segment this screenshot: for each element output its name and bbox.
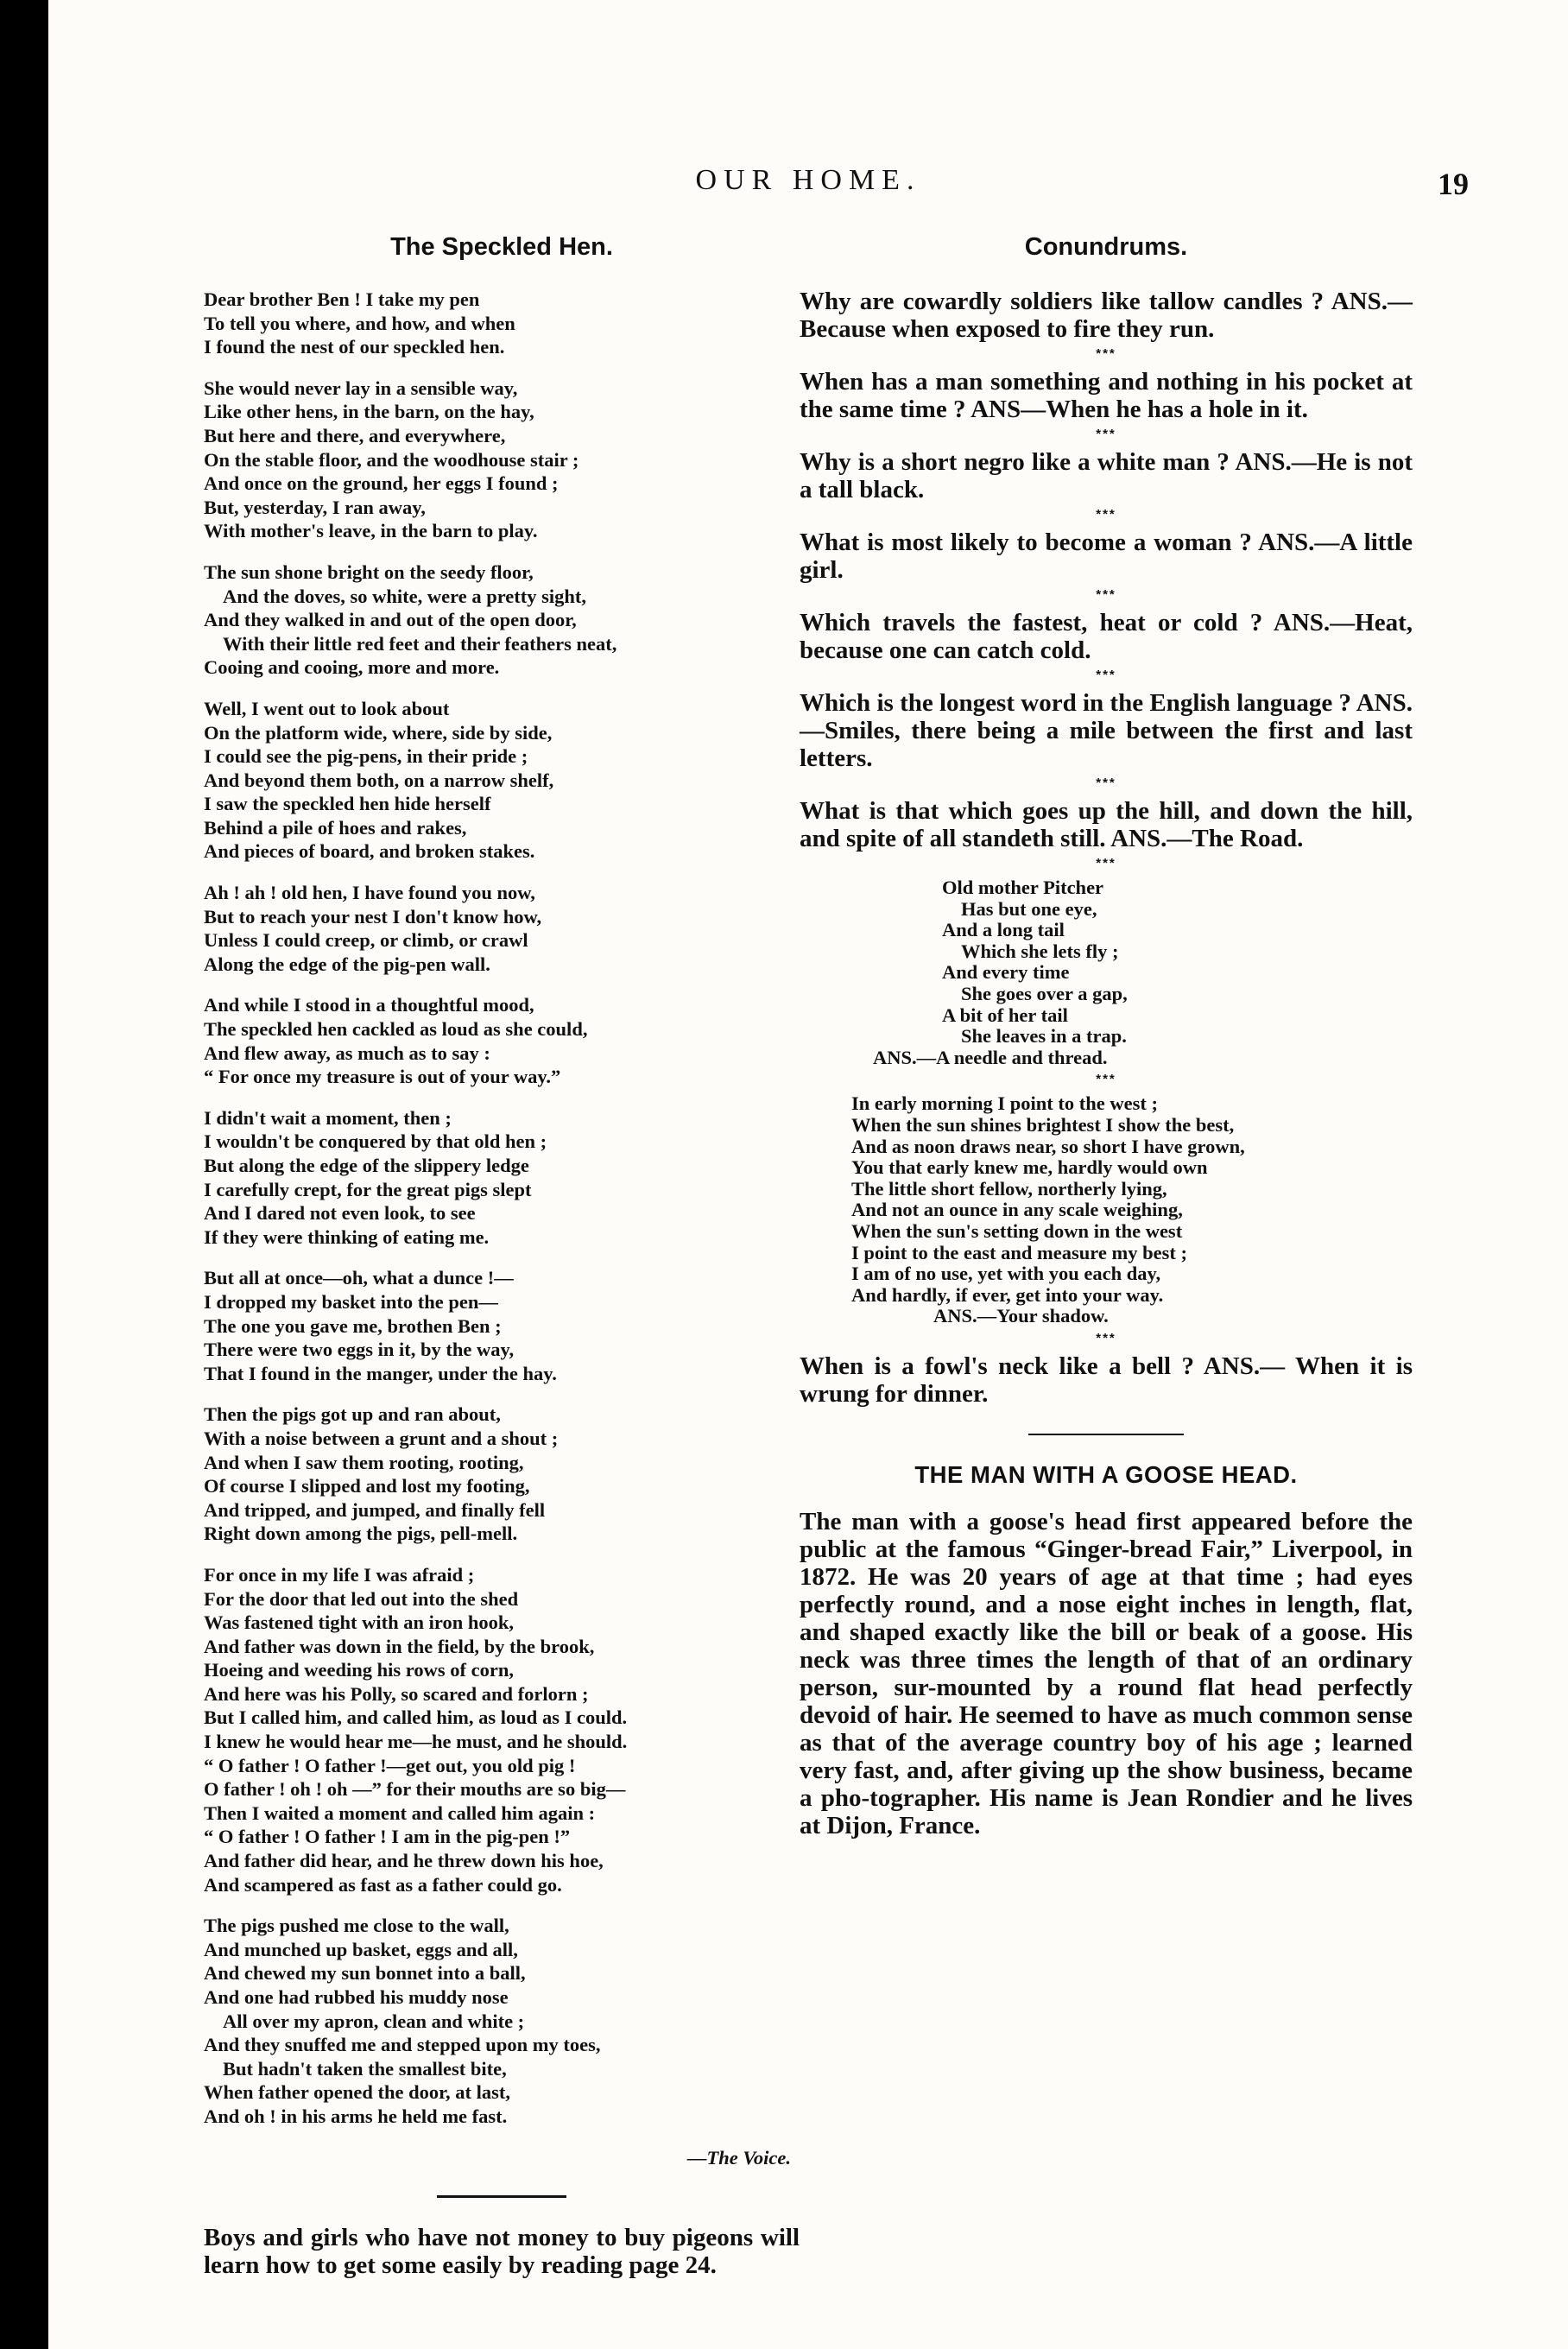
poem-line: I knew he would hear me—he must, and he should. [204, 1731, 628, 1753]
riddle-line: And a long tail [942, 919, 1065, 941]
conundrum: When has a man something and nothing in his pocket at the same time ? ANS—When he has a hole in it. [800, 368, 1413, 423]
poem-line: The pigs pushed me close to the wall, [204, 1915, 509, 1937]
page [48, 0, 1568, 2349]
poem-line: And here was his Polly, so scared and forlorn ; [204, 1682, 589, 1705]
divider [437, 2195, 566, 2198]
poem-line: That I found in the manger, under the hay. [204, 1362, 557, 1384]
poem-line: And beyond them both, on a narrow shelf, [204, 769, 554, 791]
poem-line: But here and there, and everywhere, [204, 424, 506, 446]
poem-line: The one you gave me, brothen Ben ; [204, 1314, 502, 1337]
separator: *** [1096, 776, 1116, 790]
separator: *** [1096, 587, 1116, 602]
poem-line: If they were thinking of eating me. [204, 1225, 490, 1248]
poem-line: And chewed my sun bonnet into a ball, [204, 1962, 526, 1985]
riddle-line: She leaves in a trap. [961, 1025, 1127, 1048]
poem-stanza [204, 1914, 800, 2128]
poem-line: “ O father ! O father ! I am in the pig-pen !” [204, 1826, 571, 1848]
riddle-line: And hardly, if ever, get into your way. [851, 1283, 1164, 1306]
poem-line: Well, I went out to look about [204, 697, 450, 719]
poem-line: Cooing and cooing, more and more. [204, 656, 500, 679]
poem-line: Behind a pile of hoes and rakes, [204, 816, 467, 839]
poem-stanza [204, 1563, 800, 1896]
separator: *** [1096, 856, 1116, 871]
poem-line: Of course I slipped and lost my footing, [204, 1475, 530, 1497]
poem-line: For once in my life I was afraid ; [204, 1563, 475, 1586]
poem-line: All over my apron, clean and white ; [223, 2010, 525, 2032]
poem-line: Then the pigs got up and ran about, [204, 1403, 501, 1426]
poem-line: And pieces of board, and broken stakes. [204, 840, 535, 863]
poem-line: “ For once my treasure is out of your way.” [204, 1066, 561, 1088]
article-body: The man with a goose's head first appeared before the public at the famous “Ginger-bread Fair,” Liverpool, in 1872. He was 20 years of age at that time ; had eyes perfectly round, and a nose eight inches in length, flat, and shaped exactly like the bill or beak of a goose. His neck was three times the length of that of an ordinary person, sur-mounted by a round flat head perfectly devoid of hair. He seemed to have as much common sense as that of the average country boy of his age ; learned very fast, and, after giving up the show business, became a pho-tographer. His name is Jean Rondier and he lives at Dijon, France. [800, 1507, 1413, 1839]
poem-line: On the stable floor, and the woodhouse stair ; [204, 448, 579, 471]
poem-line: And tripped, and jumped, and finally fell [204, 1498, 546, 1521]
conundrum: Which is the longest word in the English language ? ANS.—Smiles, there being a mile between the first and last letters. [800, 689, 1413, 772]
poem-line: I carefully crept, for the great pigs slept [204, 1178, 532, 1200]
right-column [800, 233, 1413, 1839]
poem-line: The speckled hen cackled as loud as she could, [204, 1018, 588, 1041]
poem-line: And they snuffed me and stepped upon my toes, [204, 2034, 601, 2056]
separator: *** [1096, 427, 1116, 441]
poem-line: With mother's leave, in the barn to play. [204, 520, 538, 542]
separator: *** [1096, 1330, 1116, 1345]
conundrum: Which travels the fastest, heat or cold ? ANS.—Heat, because one can catch cold. [800, 609, 1413, 664]
riddle-line: And not an ounce in any scale weighing, [851, 1199, 1183, 1221]
poem-line: Hoeing and weeding his rows of corn, [204, 1659, 514, 1681]
riddle-answer: ANS.—Your shadow. [933, 1305, 1109, 1327]
poem-line: And oh ! in his arms he held me fast. [204, 2105, 508, 2127]
poem-stanza [204, 993, 800, 1088]
poem-line: “ O father ! O father !—get out, you old pig ! [204, 1754, 576, 1776]
riddle-line: I point to the east and measure my best ; [851, 1241, 1187, 1263]
conundrums-title: Conundrums. [1024, 233, 1188, 261]
poem-line: There were two eggs in it, by the way, [204, 1339, 515, 1361]
poem-line: And I dared not even look, to see [204, 1202, 476, 1225]
riddle-answer: ANS.—A needle and thread. [873, 1046, 1108, 1068]
riddle-line: I am of no use, yet with you each day, [851, 1263, 1161, 1285]
poem-line: But hadn't taken the smallest bite, [223, 2057, 507, 2080]
running-head: OUR HOME. [695, 164, 921, 196]
riddle-line: Has but one eye, [961, 897, 1097, 920]
riddle-line: When the sun shines brightest I show the best, [851, 1113, 1235, 1136]
poem-line: Dear brother Ben ! I take my pen [204, 288, 480, 310]
poem-stanza [204, 697, 800, 864]
poem-line: And father did hear, and he threw down his hoe, [204, 1850, 604, 1872]
separator: *** [1096, 1072, 1116, 1087]
divider [1028, 1434, 1184, 1435]
poem-title: The Speckled Hen. [390, 233, 613, 261]
poem-line: And one had rubbed his muddy nose [204, 1986, 509, 2008]
riddle-line: Which she lets fly ; [961, 940, 1119, 962]
poem-line: On the platform wide, where, side by side, [204, 721, 553, 744]
pitcher-riddle [800, 877, 1413, 1068]
poem-line: And when I saw them rooting, rooting, [204, 1451, 524, 1473]
poem-stanza [204, 1402, 800, 1546]
poem-line: She would never lay in a sensible way, [204, 377, 518, 399]
conundrum: What is most likely to become a woman ? ANS.—A little girl. [800, 529, 1413, 584]
poem-line: But I called him, and called him, as loud as I could. [204, 1706, 628, 1729]
poem-line: Unless I could creep, or climb, or crawl [204, 929, 528, 952]
poem-line: And munched up basket, eggs and all, [204, 1938, 518, 1960]
poem-line: But to reach your nest I don't know how, [204, 905, 542, 928]
poem-line: Ah ! ah ! old hen, I have found you now, [204, 882, 535, 904]
poem-credit: —The Voice. [687, 2146, 791, 2169]
poem-line: And flew away, as much as to say : [204, 1042, 490, 1064]
poem-line: I found the nest of our speckled hen. [204, 336, 505, 358]
article-title: THE MAN WITH A GOOSE HEAD. [914, 1460, 1298, 1488]
riddle-line: In early morning I point to the west ; [851, 1092, 1158, 1115]
poem-line: I could see the pig-pens, in their pride ; [204, 745, 528, 768]
poem-line: I didn't wait a moment, then ; [204, 1106, 452, 1129]
riddle-line: And every time [942, 961, 1070, 984]
separator: *** [1096, 346, 1116, 361]
poem-line: When father opened the door, at last, [204, 2081, 511, 2104]
poem-stanza [204, 377, 800, 543]
poem-line: I wouldn't be conquered by that old hen ; [204, 1130, 547, 1153]
poem-stanza [204, 1266, 800, 1385]
poem-line: And father was down in the field, by the brook, [204, 1635, 595, 1657]
poem-line: But along the edge of the slippery ledge [204, 1155, 529, 1176]
poem-line: With a noise between a grunt and a shout ; [204, 1427, 559, 1449]
poem-line: For the door that led out into the shed [204, 1587, 519, 1610]
scan-edge [0, 0, 48, 2349]
poem-line: But, yesterday, I ran away, [204, 496, 426, 518]
left-column [204, 233, 800, 2279]
poem-stanza [204, 288, 800, 359]
riddle-line: You that early knew me, hardly would own [851, 1156, 1208, 1179]
poem-line: Right down among the pigs, pell-mell. [204, 1523, 518, 1545]
poem-line: The sun shone bright on the seedy floor, [204, 560, 534, 583]
page-number: 19 [1438, 167, 1469, 201]
poem-line: O father ! oh ! oh —” for their mouths are so big— [204, 1778, 626, 1801]
poem-line: And they walked in and out of the open door, [204, 609, 577, 631]
riddle-line: A bit of her tail [942, 1004, 1068, 1026]
shadow-riddle [800, 1093, 1413, 1327]
poem-stanza [204, 881, 800, 976]
conundrum: Why are cowardly soldiers like tallow candles ? ANS.—Because when exposed to fire they run. [800, 288, 1413, 343]
riddle-line: The little short fellow, northerly lying, [851, 1177, 1167, 1200]
fowl-conundrum: When is a fowl's neck like a bell ? ANS.— When it is wrung for dinner. [800, 1352, 1413, 1408]
riddle-line: She goes over a gap, [961, 982, 1128, 1004]
conundrum-list [800, 288, 1413, 852]
poem-line: With their little red feet and their feathers neat, [223, 632, 617, 655]
poem-line: Then I waited a moment and called him again : [204, 1801, 596, 1824]
poem-stanza [204, 560, 800, 680]
riddle-line: And as noon draws near, so short I have grown, [851, 1135, 1245, 1157]
poem-line: Along the edge of the pig-pen wall. [204, 953, 490, 975]
poem-line: I dropped my basket into the pen— [204, 1290, 498, 1313]
poem-line: Like other hens, in the barn, on the hay, [204, 401, 534, 423]
poem [204, 288, 800, 2129]
riddle-line: When the sun's setting down in the west [851, 1219, 1183, 1242]
poem-line: But all at once—oh, what a dunce !— [204, 1267, 514, 1289]
poem-line: And once on the ground, her eggs I found ; [204, 472, 559, 495]
riddle-line: Old mother Pitcher [942, 877, 1104, 898]
poem-line: To tell you where, and how, and when [204, 312, 515, 334]
poem-line: And while I stood in a thoughtful mood, [204, 994, 534, 1016]
closing-paragraph: Boys and girls who have not money to buy pigeons will learn how to get some easily by reading page 24. [204, 2224, 800, 2280]
separator: *** [1096, 668, 1116, 682]
poem-line: Was fastened tight with an iron hook, [204, 1611, 515, 1634]
poem-line: I saw the speckled hen hide herself [204, 793, 491, 815]
separator: *** [1096, 507, 1116, 522]
poem-line: And the doves, so white, were a pretty sight, [223, 585, 587, 607]
conundrum: What is that which goes up the hill, and down the hill, and spite of all standeth still. ANS.—The Road. [800, 797, 1413, 852]
conundrum: Why is a short negro like a white man ? ANS.—He is not a tall black. [800, 448, 1413, 503]
poem-stanza [204, 1106, 800, 1250]
poem-line: And scampered as fast as a father could go. [204, 1873, 562, 1896]
